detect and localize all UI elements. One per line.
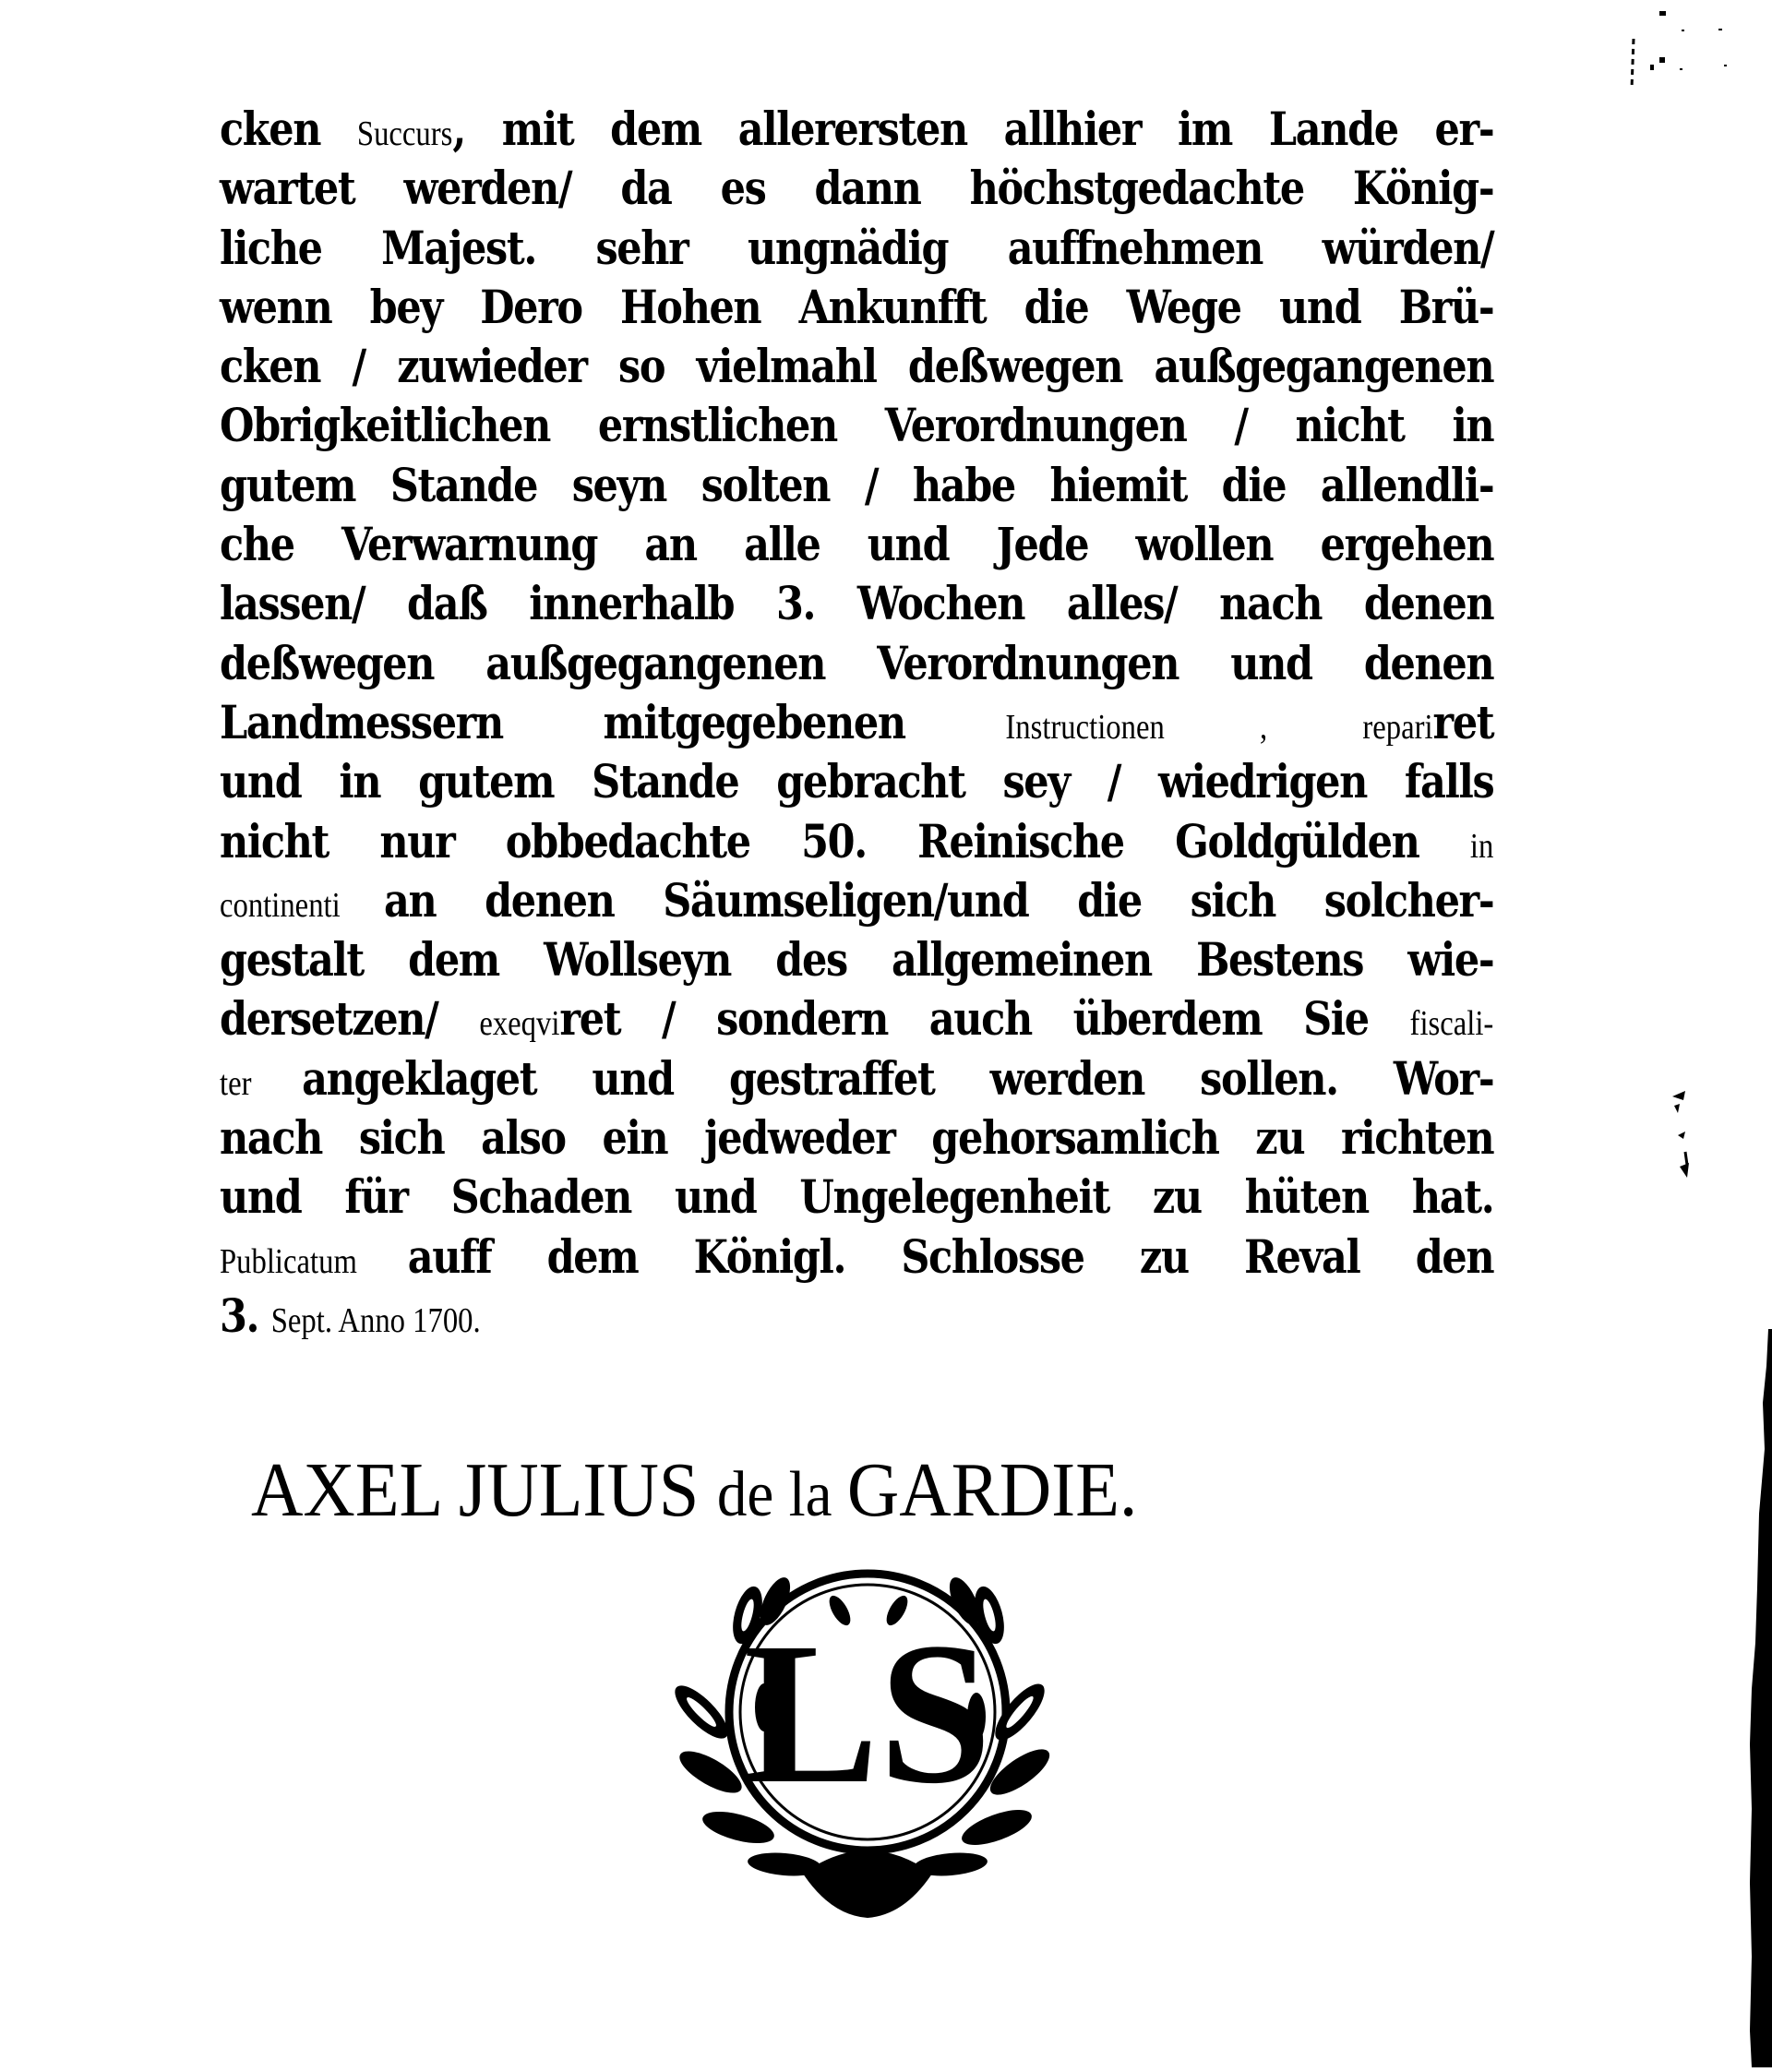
text-line-19: und für Schaden und Ungelegenheit zu hüten hat. bbox=[220, 1169, 1494, 1225]
text-line-7: gutem Stande seyn solten / habe hiemit die allendli- bbox=[220, 457, 1494, 512]
text-line-4: wenn bey Dero Hohen Ankunfft die Wege und Brü- bbox=[220, 279, 1494, 334]
text-line-16: dersetzen/ exeqviret / sondern auch überdem Sie fiscali- bbox=[220, 991, 1494, 1047]
text-line-12: und in gutem Stande gebracht sey / wiedrigen falls bbox=[220, 754, 1494, 809]
text-line-10: deßwegen außgegangenen Verordnungen und denen bbox=[220, 635, 1494, 690]
text-line-5: cken / zuwieder so vielmahl deßwegen außgegangenen bbox=[220, 339, 1494, 394]
text-line-17: ter angeklaget und gestraffet werden sollen. Wor- bbox=[220, 1050, 1494, 1106]
margin-specks-top-right bbox=[1587, 0, 1772, 111]
text-line-13: nicht nur obbedachte 50. Reinische Goldgülden in bbox=[220, 813, 1494, 868]
text-line-9: lassen/ daß innerhalb 3. Wochen alles/ nach denen bbox=[220, 576, 1494, 631]
text-line-1: cken Succurs, mit dem allerersten allhier im Lande er- bbox=[220, 102, 1494, 156]
text-line-3: liche Majest. sehr ungnädig auffnehmen würden/ bbox=[220, 220, 1494, 275]
text-line-18: nach sich also ein jedweder gehorsamlich zu richten bbox=[220, 1110, 1494, 1166]
margin-specks-right bbox=[1661, 1071, 1717, 1191]
text-line-6: Obrigkeitlichen ernstlichen Verordnungen / nicht in bbox=[220, 398, 1494, 453]
text-line-11: Landmessern mitgegebenen Instructionen , repariret bbox=[220, 694, 1494, 749]
text-line-20: Publicatum auff dem Königl. Schlosse zu Reval den bbox=[220, 1228, 1494, 1284]
body-text bbox=[220, 100, 1493, 1346]
text-line-15: gestalt dem Wollseyn des allgemeinen Bestens wie- bbox=[220, 932, 1494, 988]
text-line-21-date: 3. Sept. Anno 1700. bbox=[220, 1288, 481, 1343]
text-line-14: continenti an denen Säumseligen/und die sich solcher- bbox=[220, 872, 1494, 928]
svg-text:LS: LS bbox=[743, 1600, 992, 1826]
ls-seal-emblem bbox=[646, 1551, 1089, 1920]
signature-name: AXEL JULIUS de la GARDIE. bbox=[251, 1447, 1138, 1533]
scan-dark-edge bbox=[1739, 1329, 1772, 2067]
text-line-8: che Verwarnung an alle und Jede wollen ergehen bbox=[220, 517, 1494, 572]
text-line-2: wartet werden/ da es dann höchstgedachte König- bbox=[220, 161, 1494, 216]
